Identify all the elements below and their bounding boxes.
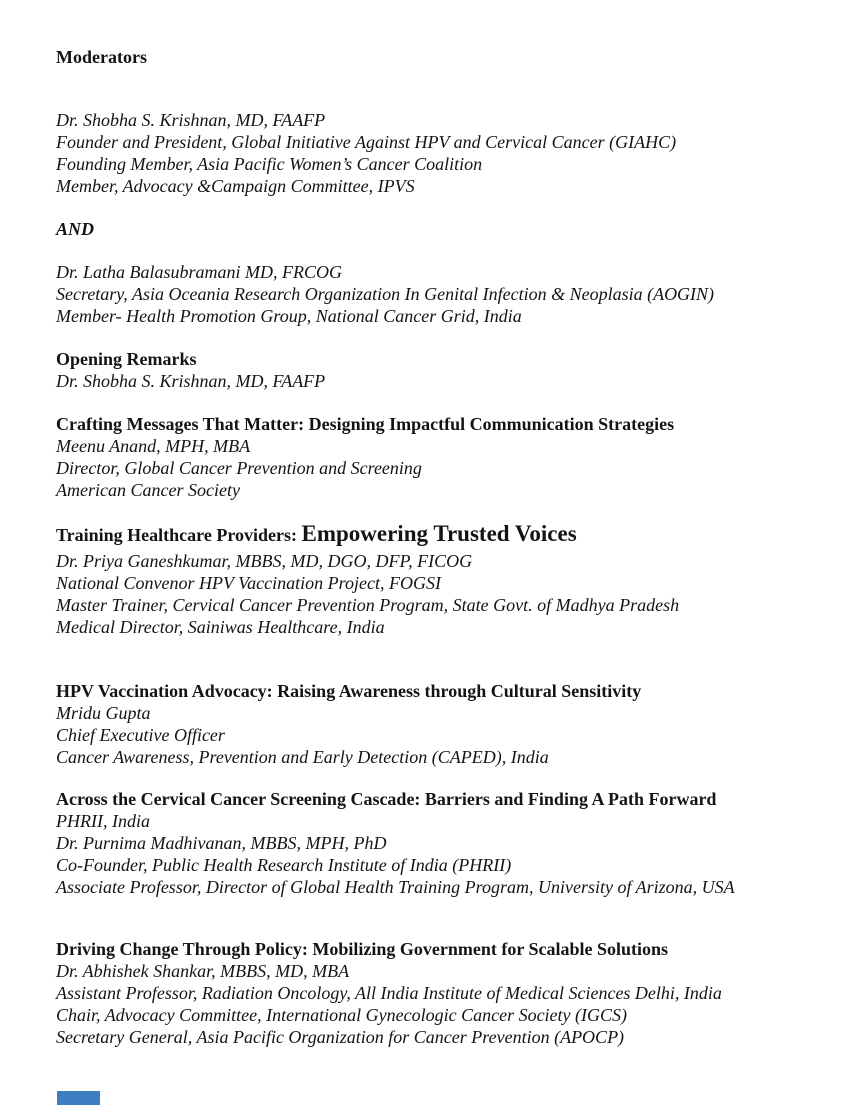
speaker-role: Associate Professor, Director of Global Health Training Program, University of Arizona, USA (56, 877, 735, 897)
speaker-role: Chief Executive Officer (56, 725, 225, 745)
speaker-name: Dr. Priya Ganeshkumar, MBBS, MD, DGO, DFP, FICOG (56, 551, 473, 571)
opening-remarks-speaker: Dr. Shobha S. Krishnan, MD, FAAFP (56, 371, 326, 391)
moderator-2-block (56, 261, 816, 327)
moderator-1-role: Founder and President, Global Initiative Against HPV and Cervical Cancer (GIAHC) (56, 132, 677, 152)
moderator-2-name: Dr. Latha Balasubramani MD, FRCOG (56, 262, 343, 282)
speaker-name: Dr. Abhishek Shankar, MBBS, MD, MBA (56, 961, 350, 981)
speaker-role: Assistant Professor, Radiation Oncology, All India Institute of Medical Sciences Delhi, India (56, 983, 722, 1003)
moderators-connector: AND (56, 219, 95, 239)
speaker-role: Chair, Advocacy Committee, International Gynecologic Cancer Society (IGCS) (56, 1005, 628, 1025)
moderator-1-block (56, 109, 816, 197)
speaker-role: Director, Global Cancer Prevention and Screening (56, 458, 422, 478)
session-screening-cascade (56, 788, 816, 898)
session-title-large: Empowering Trusted Voices (301, 521, 577, 546)
moderator-2-role: Member- Health Promotion Group, National Cancer Grid, India (56, 306, 522, 326)
session-crafting-messages (56, 413, 816, 501)
opening-remarks-heading: Opening Remarks (56, 349, 197, 369)
session-title (56, 519, 816, 550)
moderator-2-role: Secretary, Asia Oceania Research Organization In Genital Infection & Neoplasia (AOGIN) (56, 284, 715, 304)
speaker-name: Mridu Gupta (56, 703, 151, 723)
session-title: Driving Change Through Policy: Mobilizing Government for Scalable Solutions (56, 939, 669, 959)
opening-remarks-block (56, 348, 816, 392)
moderator-1-role: Member, Advocacy &Campaign Committee, IPVS (56, 176, 415, 196)
speaker-name: Dr. Purnima Madhivanan, MBBS, MPH, PhD (56, 833, 387, 853)
moderators-heading: Moderators (56, 47, 147, 67)
session-training-providers (56, 519, 816, 638)
session-title: Across the Cervical Cancer Screening Cascade: Barriers and Finding A Path Forward (56, 789, 717, 809)
session-title-small: Training Healthcare Providers: (56, 525, 297, 545)
speaker-role: Cancer Awareness, Prevention and Early Detection (CAPED), India (56, 747, 549, 767)
speaker-org: PHRII, India (56, 811, 150, 831)
session-title: HPV Vaccination Advocacy: Raising Awareness through Cultural Sensitivity (56, 681, 642, 701)
speaker-name: Meenu Anand, MPH, MBA (56, 436, 251, 456)
speaker-role: Medical Director, Sainiwas Healthcare, India (56, 617, 385, 637)
speaker-role: Secretary General, Asia Pacific Organization for Cancer Prevention (APOCP) (56, 1027, 625, 1047)
speaker-role: National Convenor HPV Vaccination Project, FOGSI (56, 573, 441, 593)
session-hpv-advocacy (56, 680, 816, 768)
session-policy-change (56, 938, 816, 1048)
moderator-1-role: Founding Member, Asia Pacific Women’s Cancer Coalition (56, 154, 483, 174)
moderator-1-name: Dr. Shobha S. Krishnan, MD, FAAFP (56, 110, 326, 130)
cut-off-image-strip (57, 1091, 100, 1105)
session-title: Crafting Messages That Matter: Designing Impactful Communication Strategies (56, 414, 675, 434)
speaker-role: American Cancer Society (56, 480, 240, 500)
speaker-role: Master Trainer, Cervical Cancer Prevention Program, State Govt. of Madhya Pradesh (56, 595, 680, 615)
speaker-role: Co-Founder, Public Health Research Institute of India (PHRII) (56, 855, 512, 875)
